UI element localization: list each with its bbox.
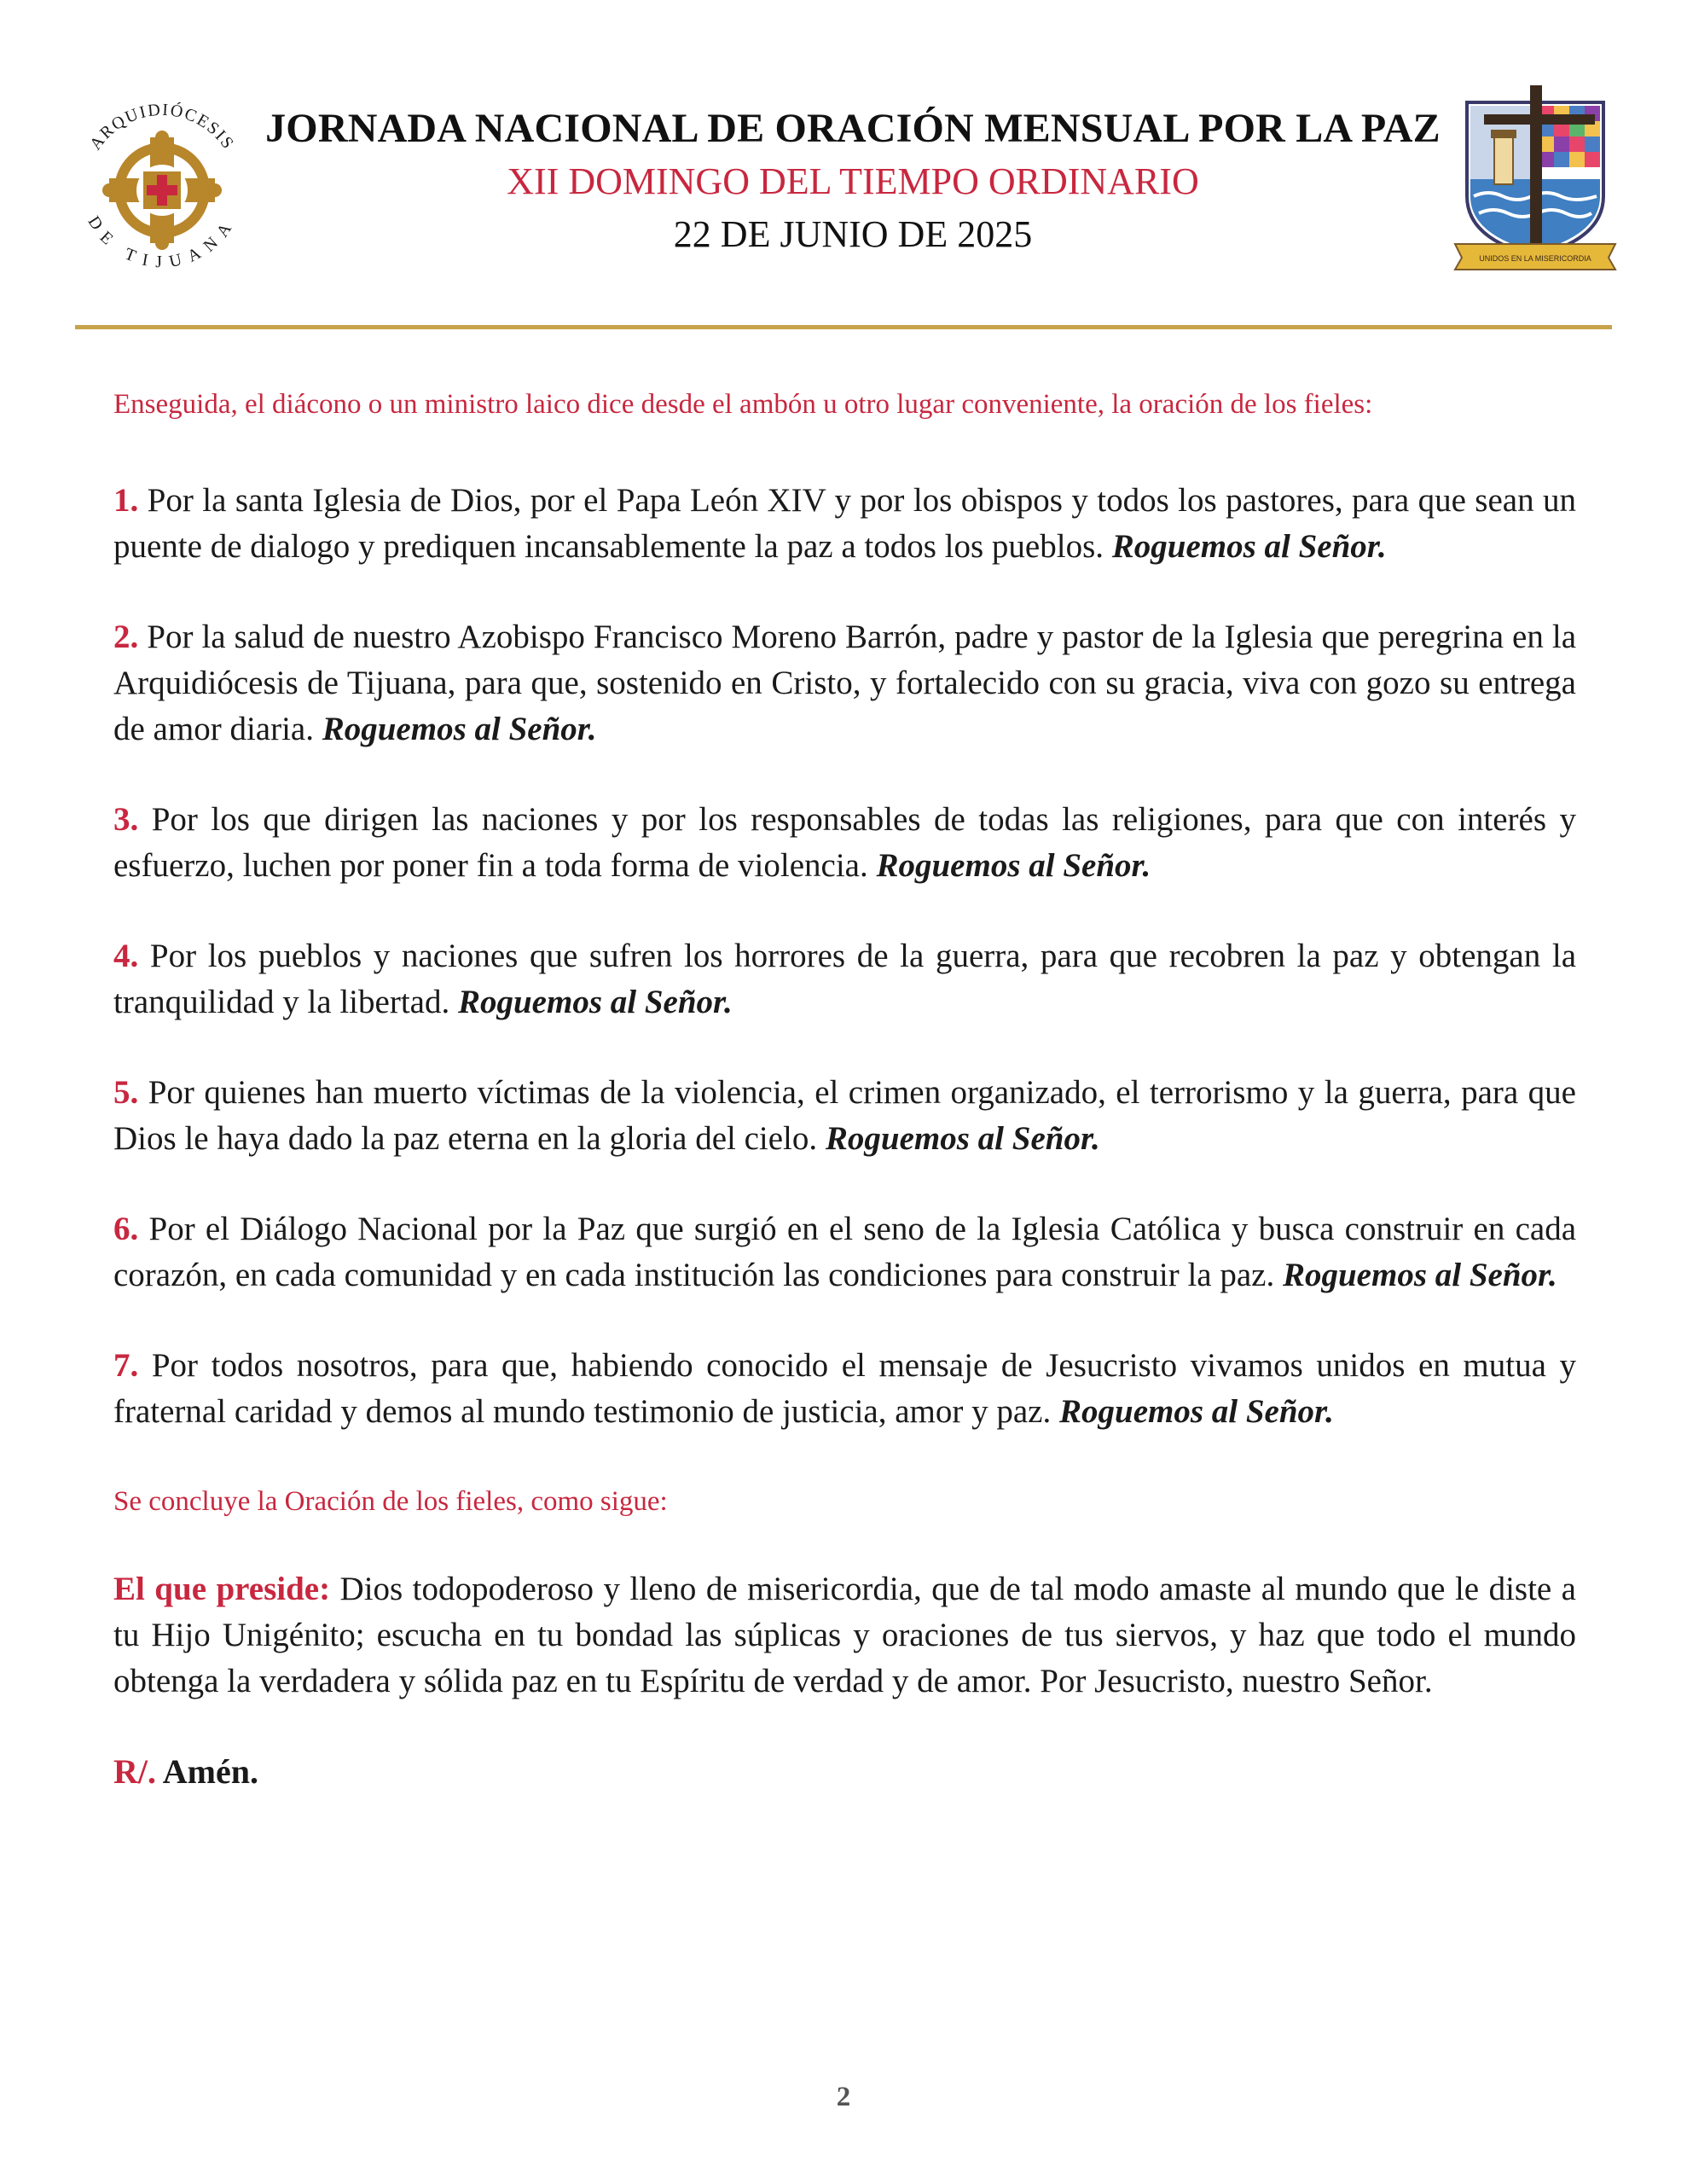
petition-7 [113, 1343, 1576, 1435]
petition-text: Por la salud de nuestro Azobispo Francisco Moreno Barrón, padre y pastor de la Iglesia que peregrina en la Arquidiócesis de Tijuana, para que, sostenido en Cristo, y fortalecido con su gracia, viva con gozo su entrega de amor diaria. [113, 619, 1577, 747]
petition-5 [113, 1070, 1576, 1162]
coat-of-arms-logo [1450, 77, 1620, 273]
petition-text: Por la santa Iglesia de Dios, por el Papa León XIV y por los obispos y todos los pastores, para que sean un puente de dialogo y prediquen incansablemente la paz a todos los pueblos. [113, 482, 1576, 565]
petition-text: Por el Diálogo Nacional por la Paz que surgió en el seno de la Iglesia Católica y busca construir en cada corazón, en cada comunidad y en cada institución las condiciones para construir la paz. [113, 1211, 1577, 1293]
petition-text: Por los que dirigen las naciones y por los responsables de todas las religiones, para que con interés y esfuerzo, luchen por poner fin a toda forma de violencia. [113, 801, 1577, 884]
petition-response: Roguemos al Señor. [876, 847, 1151, 884]
petition-4 [113, 933, 1576, 1025]
petition-number: 6. [113, 1211, 139, 1247]
presider-label: El que preside: [113, 1571, 331, 1607]
page-number: 2 [836, 2082, 851, 2112]
response-label: R/. [113, 1752, 156, 1791]
petition-text: Por todos nosotros, para que, habiendo conocido el mensaje de Jesucristo vivamos unidos en mutua y fraternal caridad y demos al mundo testimonio de justicia, amor y paz. [113, 1347, 1577, 1430]
petition-1 [113, 478, 1576, 570]
closing-prayer [113, 1566, 1576, 1705]
amen-text: Amén. [156, 1752, 258, 1791]
petition-response: Roguemos al Señor. [1111, 528, 1387, 565]
petition-number: 3. [113, 801, 139, 838]
intro-rubric: Enseguida, el diácono o un ministro laico dice desde el ambón u otro lugar conveniente, la oración de los fieles: [113, 389, 1373, 420]
logo-text-top: ARQUIDIÓCESIS [86, 100, 239, 154]
banner-motto: UNIDOS EN LA MISERICORDIA [1479, 254, 1591, 263]
petition-2 [113, 614, 1576, 752]
header-divider [75, 325, 1612, 329]
petition-text: Por quienes han muerto víctimas de la violencia, el crimen organizado, el terrorismo y la guerra, para que Dios le haya dado la paz eterna en la gloria del cielo. [113, 1074, 1576, 1157]
petition-3 [113, 797, 1576, 889]
petition-response: Roguemos al Señor. [1059, 1393, 1334, 1430]
petition-response: Roguemos al Señor. [457, 984, 733, 1020]
header-subtitle: XII DOMINGO DEL TIEMPO ORDINARIO [507, 160, 1199, 202]
header [256, 102, 1450, 261]
closing-prayer-text: Dios todopoderoso y lleno de misericordia, que de tal modo amaste al mundo que le diste a tu Hijo Unigénito; escucha en tu bondad las súplicas y oraciones de tus siervos, y haz que todo el mundo obtenga la verdadera y sólida paz en tu Espíritu de verdad y de amor. Por Jesucristo, nuestro Señor. [113, 1571, 1576, 1699]
petition-number: 1. [113, 482, 139, 519]
petition-response: Roguemos al Señor. [1282, 1257, 1557, 1293]
closing-rubric: Se concluye la Oración de los fieles, como sigue: [113, 1486, 668, 1517]
petition-number: 4. [113, 938, 139, 974]
arquidiocesis-tijuana-logo [68, 90, 256, 277]
gold-cross-icon [102, 131, 222, 250]
prayer-content [113, 386, 1576, 1829]
petition-number: 7. [113, 1347, 139, 1384]
petition-response: Roguemos al Señor. [825, 1120, 1100, 1157]
petition-number: 5. [113, 1074, 139, 1111]
petition-text: Por los pueblos y naciones que sufren los horrores de la guerra, para que recobren la paz y obtengan la tranquilidad y la libertad. [113, 938, 1577, 1020]
header-date: 22 DE JUNIO DE 2025 [673, 213, 1033, 255]
amen-response [113, 1749, 1576, 1795]
header-title: JORNADA NACIONAL DE ORACIÓN MENSUAL POR LA PAZ [265, 106, 1441, 151]
logo-text-bottom: DE TIJUANA [84, 212, 241, 272]
petition-response: Roguemos al Señor. [322, 711, 597, 747]
petition-number: 2. [113, 619, 139, 655]
petition-6 [113, 1206, 1576, 1298]
